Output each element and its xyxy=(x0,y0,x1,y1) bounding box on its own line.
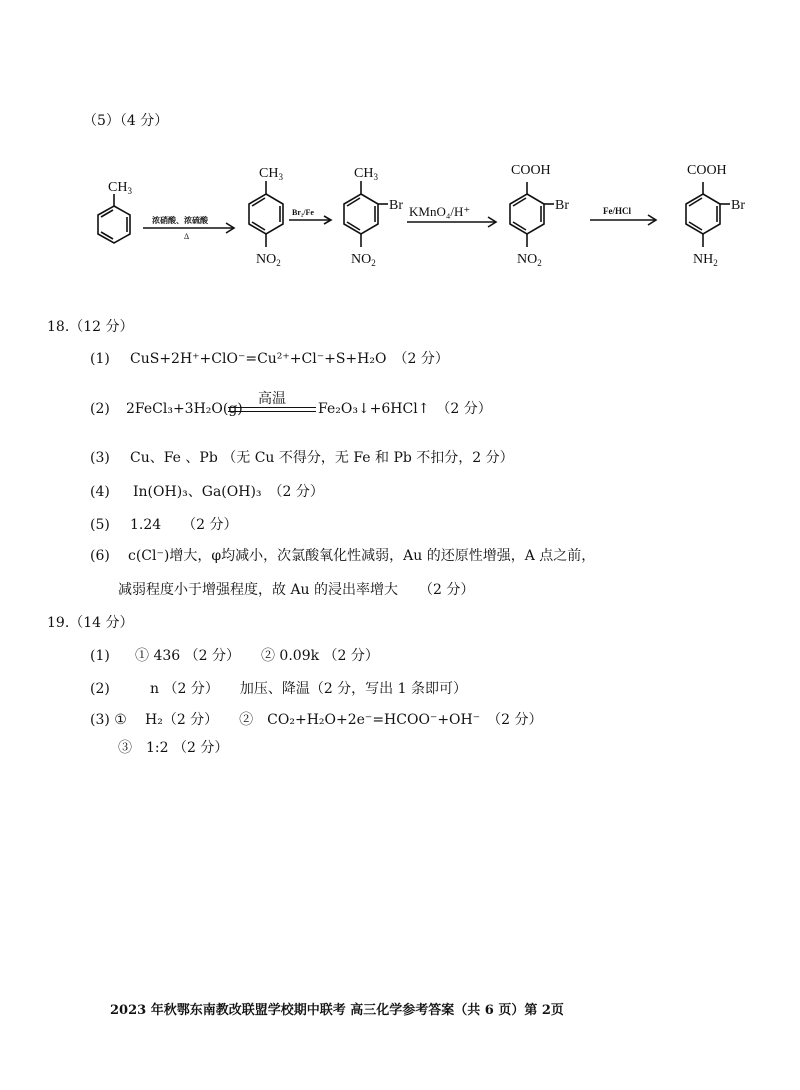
q19-3-answer-part3: ③ 1:2 （2 分） xyxy=(118,740,229,756)
equals-line-bottom xyxy=(228,411,316,412)
equals-line-top xyxy=(228,407,316,408)
synthesis-scheme xyxy=(0,150,800,300)
cooh-label: COOH xyxy=(687,163,727,178)
q18-3-number: (3) xyxy=(90,450,110,466)
q18-1-answer: CuS+2H⁺+ClO⁻=Cu²⁺+Cl⁻+S+H₂O （2 分） xyxy=(130,351,449,367)
reagent-2-label: Br₂/Fe xyxy=(292,208,314,217)
q18-6-answer-line2: 减弱程度小于增强程度，故 Au 的浸出率增大 （2 分） xyxy=(118,582,475,598)
q18-4-number: (4) xyxy=(90,484,110,500)
q19-2-number: (2) xyxy=(90,681,110,697)
br-label: Br xyxy=(389,198,403,213)
ch3-label: $CH_3$ xyxy=(259,166,283,182)
no2-label: $NO_2$ xyxy=(351,252,376,268)
br-label: Br xyxy=(555,198,569,213)
reagent-3-label: KMnO₄/H⁺ xyxy=(409,204,471,219)
br-label: Br xyxy=(731,198,745,213)
benzene-ring-nitrotoluene xyxy=(249,181,283,247)
q19-3-number: (3) ① xyxy=(90,712,127,728)
benzene-ring-toluene xyxy=(98,194,130,243)
ch3-label: $CH_3$ xyxy=(354,166,378,182)
q19-header: 19.（14 分） xyxy=(47,615,134,631)
q18-2-number: (2) xyxy=(90,401,110,417)
reagent-1-label: 浓硝酸、浓硫酸 xyxy=(152,216,208,225)
q18-5-number: (5) xyxy=(90,517,110,533)
benzene-ring-bromonitrobenzoic-acid xyxy=(510,182,554,247)
q17-5-label: （5）（4 分） xyxy=(83,113,169,129)
q19-1-answer: ① 436 （2 分） ② 0.09k （2 分） xyxy=(135,648,379,664)
reagent-1-heat-label: Δ xyxy=(184,232,190,241)
q18-header: 18.（12 分） xyxy=(47,319,134,335)
nh2-label: $NH_2$ xyxy=(693,252,718,268)
q18-1-number: (1) xyxy=(90,351,110,367)
benzene-ring-bromonitrotoluene xyxy=(344,181,388,247)
ch3-label: $CH_3$ xyxy=(108,180,132,196)
q18-4-answer: In(OH)₃、Ga(OH)₃ （2 分） xyxy=(133,484,324,500)
reaction-arrow-2 xyxy=(289,216,331,224)
benzene-ring-aminobromobenzoic-acid xyxy=(686,182,730,247)
q18-5-answer: 1.24 （2 分） xyxy=(130,517,238,533)
q18-2-equation-right: Fe₂O₃↓+6HCl↑ （2 分） xyxy=(318,401,492,417)
q18-3-answer: Cu、Fe 、Pb （无 Cu 不得分，无 Fe 和 Pb 不扣分，2 分） xyxy=(130,450,514,466)
q18-2-equation-left: 2FeCl₃+3H₂O(g) xyxy=(126,401,243,417)
q19-3-answer: H₂（2 分） ② CO₂+H₂O+2e⁻=HCOO⁻+OH⁻ （2 分） xyxy=(145,712,543,728)
no2-label: $NO_2$ xyxy=(256,252,281,268)
q18-6-number: (6) xyxy=(90,548,110,564)
q18-6-answer-line1: c(Cl⁻)增大，φ均减小，次氯酸氧化性减弱，Au 的还原性增强，A 点之前， xyxy=(128,548,596,564)
q19-2-answer: n （2 分） 加压、降温（2 分，写出 1 条即可） xyxy=(150,681,467,697)
q19-1-number: (1) xyxy=(90,648,110,664)
reaction-condition-high-temp xyxy=(228,392,316,414)
condition-label: 高温 xyxy=(258,391,286,407)
no2-label: $NO_2$ xyxy=(517,252,542,268)
reaction-arrow-4 xyxy=(590,215,656,225)
page-footer: 2023 年秋鄂东南教改联盟学校期中联考 高三化学参考答案（共 6 页）第 2页 xyxy=(110,1003,564,1018)
reagent-4-label: Fe/HCl xyxy=(603,206,631,216)
cooh-label: COOH xyxy=(511,163,551,178)
